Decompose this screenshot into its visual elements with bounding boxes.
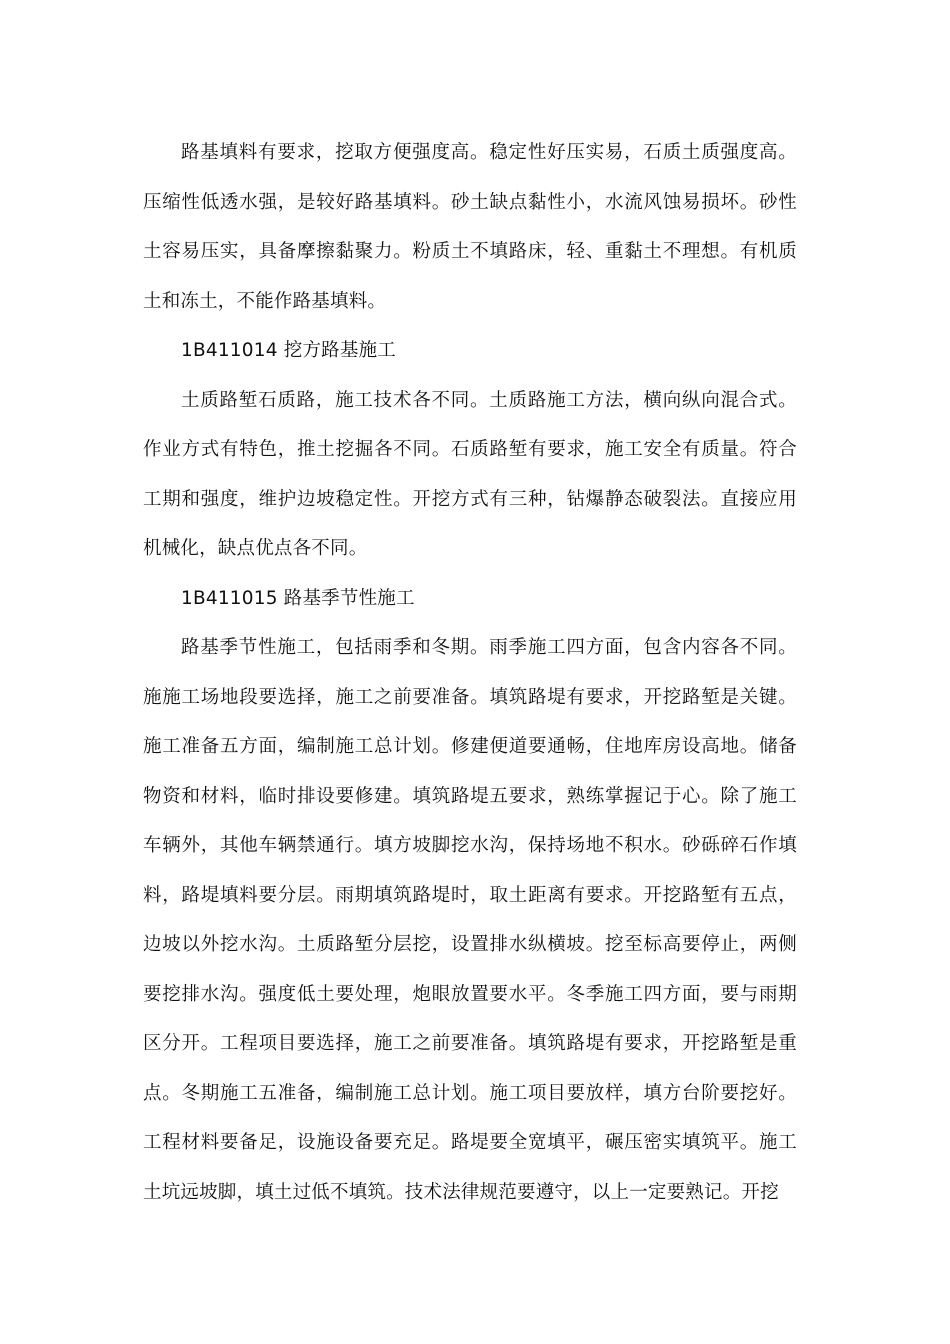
section-heading-excavation: 1B411014 挖方路基施工 [181, 340, 396, 361]
paragraph-seasonal: 路基季节性施工，包括雨季和冬期。雨季施工四方面，包含内容各不同。施施工场地段要选择，施工之前要准备。填筑路堤有要求，开挖路堑是关键。施工准备五方面，编制施工总计划。修建便道要通畅，住地库房设高地。储备物资和材料，临时排设要修建。填筑路堤五要求，熟练掌握记于心。除了施工车辆外，其他车辆禁通行。填方坡脚挖水沟，保持场地不积水。砂砾碎石作填料，路堤填料要分层。雨期填筑路堤时，取土距离有要求。开挖路堑有五点，边坡以外挖水沟。土质路堑分层挖，设置排水纵横坡。挖至标高要停止，两侧要挖排水沟。强度低土要处理，炮眼放置要水平。冬季施工四方面，要与雨期区分开。工程项目要选择，施工之前要准备。填筑路堤有要求，开挖路堑是重点。冬期施工五准备，编制施工总计划。施工项目要放样，填方台阶要挖好。工程材料要备足，设施设备要充足。路堤要全宽填平，碾压密实填筑平。施工土坑远坡脚，填土过低不填筑。技术法律规范要遵守，以上一定要熟记。开挖 [143, 637, 797, 1203]
section-heading-seasonal: 1B411015 路基季节性施工 [181, 587, 415, 609]
paragraph-subgrade-fill: 路基填料有要求，挖取方便强度高。稳定性好压实易，石质土质强度高。压缩性低透水强，是较好路基填料。砂土缺点黏性小，水流风蚀易损坏。砂性土容易压实，具备摩擦黏聚力。粉质土不填路床，轻、重黏土不理想。有机质土和冻土，不能作路基填料。 [143, 142, 797, 312]
paragraph-excavation: 土质路堑石质路，施工技术各不同。土质路施工方法，横向纵向混合式。作业方式有特色，推土挖掘各不同。石质路堑有要求，施工安全有质量。符合工期和强度，维护边坡稳定性。开挖方式有三种，钻爆静态破裂法。直接应用机械化，缺点优点各不同。 [143, 389, 797, 559]
document-body [143, 128, 797, 1217]
